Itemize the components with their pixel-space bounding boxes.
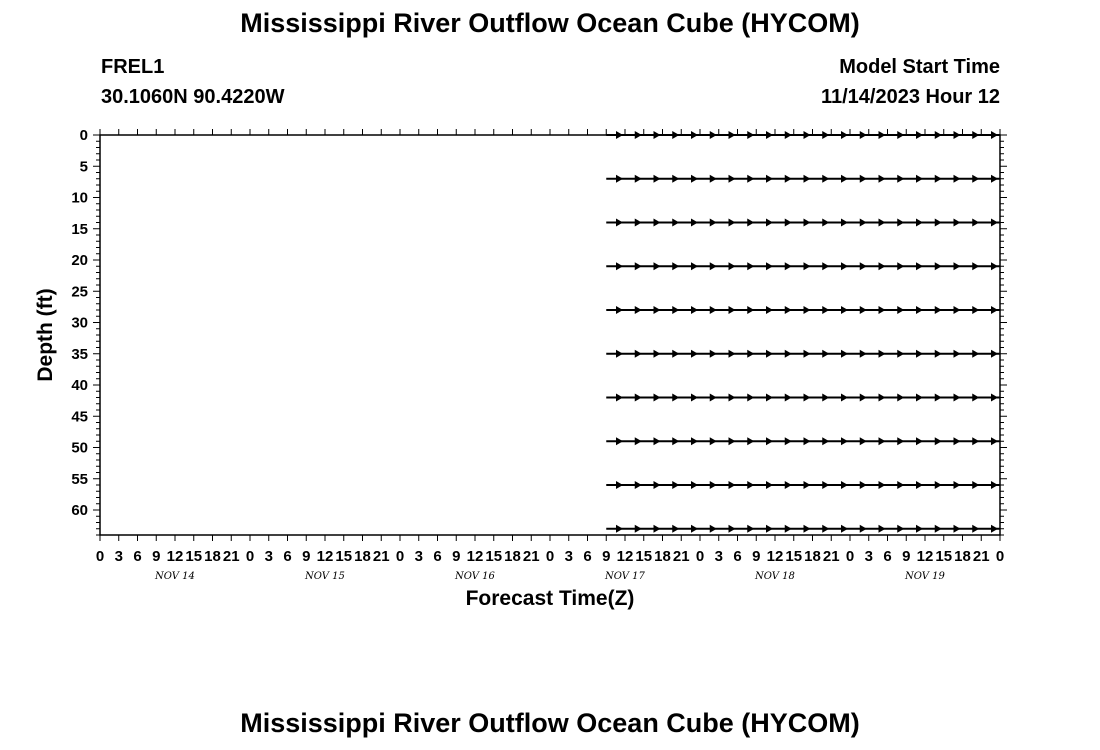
vector-arrowhead (766, 175, 773, 183)
vector-arrowhead (747, 525, 754, 533)
vector-arrowhead (766, 219, 773, 227)
vector-arrowhead (785, 437, 792, 445)
vector-arrowhead (822, 219, 829, 227)
vector-arrowhead (766, 437, 773, 445)
vector-arrowhead (635, 481, 642, 489)
y-axis (71, 127, 1007, 535)
vector-arrowhead (991, 350, 998, 358)
vector-arrowhead (729, 219, 736, 227)
vector-arrowhead (804, 437, 811, 445)
vector-layer (606, 131, 1000, 533)
vector-arrowhead (635, 175, 642, 183)
vector-arrowhead (916, 262, 923, 270)
vector-arrowhead (935, 481, 942, 489)
y-tick-label: 10 (71, 189, 88, 207)
vector-arrowhead (747, 394, 754, 402)
y-tick-label: 50 (71, 439, 88, 457)
vector-arrowhead (897, 175, 904, 183)
vector-arrowhead (654, 306, 661, 314)
vector-arrowhead (935, 175, 942, 183)
vector-arrowhead (766, 394, 773, 402)
vector-arrowhead (860, 525, 867, 533)
vector-arrowhead (822, 175, 829, 183)
x-tick-label: 21 (222, 548, 240, 565)
vector-arrowhead (822, 481, 829, 489)
vector-arrowhead (691, 350, 698, 358)
vector-arrowhead (672, 350, 679, 358)
vector-arrowhead (691, 437, 698, 445)
vector-arrowhead (822, 394, 829, 402)
chart-title: Mississippi River Outflow Ocean Cube (HYCOM) (240, 8, 860, 38)
x-tick-label: 6 (883, 548, 892, 565)
vector-arrowhead (860, 306, 867, 314)
vector-arrowhead (860, 481, 867, 489)
vector-arrowhead (841, 481, 848, 489)
vector-arrowhead (785, 394, 792, 402)
vector-arrowhead (879, 437, 886, 445)
vector-arrowhead (710, 306, 717, 314)
x-tick-label: 15 (785, 548, 803, 565)
vector-arrowhead (954, 350, 961, 358)
vector-arrowhead (879, 525, 886, 533)
vector-arrowhead (897, 350, 904, 358)
vector-arrowhead (804, 525, 811, 533)
vector-arrowhead (991, 219, 998, 227)
vector-arrowhead (879, 175, 886, 183)
x-tick-label: 21 (972, 548, 990, 565)
vector-arrowhead (916, 437, 923, 445)
vector-arrowhead (672, 437, 679, 445)
x-tick-label: 21 (822, 548, 840, 565)
vector-arrowhead (747, 175, 754, 183)
vector-arrowhead (729, 262, 736, 270)
x-tick-label: 15 (185, 548, 203, 565)
x-tick-label: 12 (916, 548, 934, 565)
vector-arrowhead (841, 219, 848, 227)
vector-arrowhead (841, 350, 848, 358)
vector-arrowhead (654, 262, 661, 270)
vector-arrowhead (654, 219, 661, 227)
vector-arrowhead (635, 306, 642, 314)
vector-arrowhead (672, 262, 679, 270)
x-tick-label: 6 (133, 548, 142, 565)
x-tick-label: 3 (714, 548, 723, 565)
x-tick-label: 0 (545, 548, 555, 565)
vector-arrowhead (710, 525, 717, 533)
x-tick-label: 12 (466, 548, 484, 565)
vector-arrowhead (916, 394, 923, 402)
x-tick-label: 15 (935, 548, 953, 565)
vector-arrowhead (635, 525, 642, 533)
model-start-label: Model Start Time (839, 56, 1000, 78)
x-tick-label: 9 (452, 548, 461, 565)
vector-arrowhead (972, 394, 979, 402)
x-tick-label: 0 (95, 548, 105, 565)
vector-arrowhead (954, 525, 961, 533)
x-day-label: NOV 14 (155, 571, 195, 582)
vector-arrowhead (991, 481, 998, 489)
vector-arrowhead (935, 350, 942, 358)
vector-arrowhead (879, 219, 886, 227)
vector-arrowhead (635, 262, 642, 270)
x-day-label: NOV 18 (755, 571, 795, 582)
vector-arrowhead (991, 262, 998, 270)
vector-arrowhead (822, 525, 829, 533)
x-tick-label: 18 (804, 548, 821, 565)
x-axis (96, 129, 1004, 582)
x-tick-label: 6 (283, 548, 292, 565)
vector-arrowhead (954, 175, 961, 183)
x-day-label: NOV 16 (455, 571, 495, 582)
x-tick-label: 18 (204, 548, 221, 565)
vector-arrowhead (860, 437, 867, 445)
vector-arrowhead (747, 481, 754, 489)
vector-arrowhead (672, 219, 679, 227)
vector-arrowhead (710, 175, 717, 183)
vector-arrowhead (785, 219, 792, 227)
vector-arrowhead (710, 394, 717, 402)
vector-arrowhead (916, 175, 923, 183)
vector-arrowhead (766, 350, 773, 358)
y-axis-title: Depth (ft) (34, 288, 57, 382)
vector-arrowhead (616, 481, 623, 489)
footer-title: Mississippi River Outflow Ocean Cube (HYCOM) (240, 708, 860, 738)
vector-arrowhead (691, 394, 698, 402)
x-tick-label: 9 (302, 548, 311, 565)
vector-arrowhead (616, 262, 623, 270)
x-tick-label: 18 (504, 548, 521, 565)
vector-arrowhead (897, 219, 904, 227)
vector-arrowhead (972, 437, 979, 445)
vector-arrowhead (691, 175, 698, 183)
vector-arrowhead (729, 175, 736, 183)
vector-arrowhead (710, 437, 717, 445)
vector-arrowhead (897, 306, 904, 314)
vector-arrowhead (860, 262, 867, 270)
vector-arrowhead (729, 437, 736, 445)
vector-arrowhead (672, 175, 679, 183)
vector-arrowhead (785, 350, 792, 358)
x-tick-label: 12 (616, 548, 634, 565)
vector-arrowhead (654, 481, 661, 489)
x-tick-label: 9 (902, 548, 911, 565)
vector-arrowhead (954, 437, 961, 445)
plot-frame (100, 135, 1000, 535)
x-tick-label: 6 (583, 548, 592, 565)
vector-arrowhead (841, 437, 848, 445)
vector-arrowhead (879, 481, 886, 489)
x-tick-label: 21 (372, 548, 390, 565)
vector-arrowhead (729, 481, 736, 489)
x-tick-label: 3 (114, 548, 123, 565)
y-tick-label: 30 (71, 314, 88, 332)
y-tick-label: 5 (79, 158, 88, 176)
y-tick-label: 45 (71, 408, 88, 426)
vector-arrowhead (766, 481, 773, 489)
x-tick-label: 18 (354, 548, 371, 565)
vector-arrowhead (616, 306, 623, 314)
x-tick-label: 0 (845, 548, 855, 565)
vector-arrowhead (616, 525, 623, 533)
x-tick-label: 15 (335, 548, 353, 565)
vector-arrowhead (804, 219, 811, 227)
x-tick-label: 3 (564, 548, 573, 565)
x-tick-label: 6 (433, 548, 442, 565)
vector-arrowhead (916, 219, 923, 227)
vector-arrowhead (954, 219, 961, 227)
vector-arrowhead (916, 306, 923, 314)
station-id: FREL1 (101, 56, 165, 78)
vector-arrowhead (691, 219, 698, 227)
vector-arrowhead (729, 350, 736, 358)
vector-arrowhead (916, 350, 923, 358)
vector-arrowhead (935, 394, 942, 402)
model-start-value: 11/14/2023 Hour 12 (820, 86, 1000, 108)
vector-arrowhead (804, 175, 811, 183)
vector-arrowhead (654, 175, 661, 183)
vector-arrowhead (860, 350, 867, 358)
y-tick-label: 0 (79, 127, 88, 144)
vector-arrowhead (710, 350, 717, 358)
vector-arrowhead (972, 175, 979, 183)
y-tick-label: 20 (71, 252, 88, 269)
vector-arrowhead (616, 219, 623, 227)
vector-arrowhead (785, 481, 792, 489)
vector-arrowhead (672, 394, 679, 402)
vector-arrowhead (935, 525, 942, 533)
x-day-label: NOV 19 (905, 571, 945, 582)
vector-arrowhead (935, 262, 942, 270)
vector-arrowhead (841, 262, 848, 270)
vector-arrowhead (747, 306, 754, 314)
x-day-label: NOV 15 (305, 571, 345, 582)
station-coordinates: 30.1060N 90.4220W (101, 86, 285, 108)
vector-arrowhead (879, 262, 886, 270)
vector-arrowhead (935, 219, 942, 227)
vector-arrowhead (879, 394, 886, 402)
vector-arrowhead (954, 262, 961, 270)
vector-arrowhead (616, 175, 623, 183)
x-tick-label: 21 (522, 548, 540, 565)
vector-arrowhead (972, 481, 979, 489)
vector-arrowhead (616, 437, 623, 445)
vector-arrowhead (729, 394, 736, 402)
x-tick-label: 3 (414, 548, 423, 565)
x-tick-label: 0 (245, 548, 255, 565)
vector-arrowhead (616, 350, 623, 358)
vector-arrowhead (879, 350, 886, 358)
vector-arrowhead (785, 525, 792, 533)
vector-arrowhead (841, 306, 848, 314)
x-day-label: NOV 17 (605, 571, 645, 582)
vector-arrowhead (766, 306, 773, 314)
vector-arrowhead (785, 306, 792, 314)
x-tick-label: 3 (264, 548, 273, 565)
vector-arrowhead (972, 525, 979, 533)
vector-arrowhead (841, 394, 848, 402)
vector-arrowhead (860, 175, 867, 183)
y-tick-label: 25 (71, 283, 88, 301)
vector-arrowhead (935, 437, 942, 445)
x-axis-title: Forecast Time(Z) (465, 587, 635, 610)
vector-arrowhead (897, 262, 904, 270)
vector-arrowhead (635, 437, 642, 445)
x-tick-label: 9 (752, 548, 761, 565)
x-tick-label: 3 (864, 548, 873, 565)
x-tick-label: 18 (954, 548, 971, 565)
x-tick-label: 9 (602, 548, 611, 565)
y-tick-label: 40 (71, 377, 88, 394)
vector-arrowhead (766, 262, 773, 270)
vector-arrowhead (822, 437, 829, 445)
vector-arrowhead (954, 394, 961, 402)
vector-arrowhead (860, 219, 867, 227)
vector-arrowhead (897, 437, 904, 445)
vector-arrowhead (897, 394, 904, 402)
vector-arrowhead (822, 262, 829, 270)
x-tick-label: 12 (766, 548, 784, 565)
vector-arrowhead (710, 262, 717, 270)
vector-arrowhead (972, 262, 979, 270)
vector-arrowhead (954, 481, 961, 489)
vector-arrowhead (991, 175, 998, 183)
y-tick-label: 60 (71, 502, 88, 519)
vector-arrowhead (860, 394, 867, 402)
vector-arrowhead (822, 350, 829, 358)
vector-arrowhead (654, 350, 661, 358)
vector-arrowhead (785, 175, 792, 183)
x-tick-label: 18 (654, 548, 671, 565)
vector-arrowhead (991, 306, 998, 314)
x-tick-label: 21 (672, 548, 690, 565)
vector-arrowhead (822, 306, 829, 314)
vector-arrowhead (635, 350, 642, 358)
vector-arrowhead (766, 525, 773, 533)
vector-arrowhead (916, 525, 923, 533)
vector-arrowhead (710, 219, 717, 227)
vector-arrowhead (654, 394, 661, 402)
vector-arrowhead (991, 394, 998, 402)
vector-arrowhead (710, 481, 717, 489)
vector-arrowhead (616, 394, 623, 402)
vector-arrowhead (691, 525, 698, 533)
vector-arrowhead (672, 481, 679, 489)
y-tick-label: 55 (71, 470, 88, 488)
vector-arrowhead (729, 306, 736, 314)
vector-arrowhead (972, 306, 979, 314)
vector-arrowhead (785, 262, 792, 270)
vector-arrowhead (879, 306, 886, 314)
vector-arrowhead (804, 481, 811, 489)
x-tick-label: 15 (485, 548, 503, 565)
vector-arrowhead (654, 437, 661, 445)
vector-arrowhead (972, 350, 979, 358)
x-tick-label: 12 (316, 548, 334, 565)
x-tick-label: 12 (166, 548, 184, 565)
vector-arrowhead (991, 437, 998, 445)
x-tick-label: 0 (995, 548, 1005, 565)
vector-arrowhead (804, 306, 811, 314)
vector-arrowhead (672, 525, 679, 533)
vector-arrowhead (972, 219, 979, 227)
vector-arrowhead (935, 306, 942, 314)
vector-arrowhead (654, 525, 661, 533)
vector-arrowhead (841, 175, 848, 183)
vector-arrowhead (691, 481, 698, 489)
vector-arrowhead (897, 481, 904, 489)
vector-arrowhead (691, 262, 698, 270)
vector-arrowhead (747, 262, 754, 270)
vector-arrowhead (747, 437, 754, 445)
vector-arrowhead (841, 525, 848, 533)
x-tick-label: 0 (395, 548, 405, 565)
y-tick-label: 35 (71, 345, 88, 363)
x-tick-label: 0 (695, 548, 705, 565)
vector-arrowhead (672, 306, 679, 314)
vector-arrowhead (691, 306, 698, 314)
vector-arrowhead (804, 262, 811, 270)
vector-arrowhead (804, 350, 811, 358)
vector-arrowhead (804, 394, 811, 402)
vector-arrowhead (916, 481, 923, 489)
vector-arrowhead (729, 525, 736, 533)
vector-arrowhead (991, 525, 998, 533)
vector-arrowhead (897, 525, 904, 533)
vector-arrowhead (954, 306, 961, 314)
x-tick-label: 9 (152, 548, 161, 565)
y-tick-label: 15 (71, 220, 88, 238)
vector-arrowhead (635, 394, 642, 402)
vector-arrowhead (747, 350, 754, 358)
x-tick-label: 15 (635, 548, 653, 565)
vector-arrowhead (747, 219, 754, 227)
vector-arrowhead (635, 219, 642, 227)
x-tick-label: 6 (733, 548, 742, 565)
